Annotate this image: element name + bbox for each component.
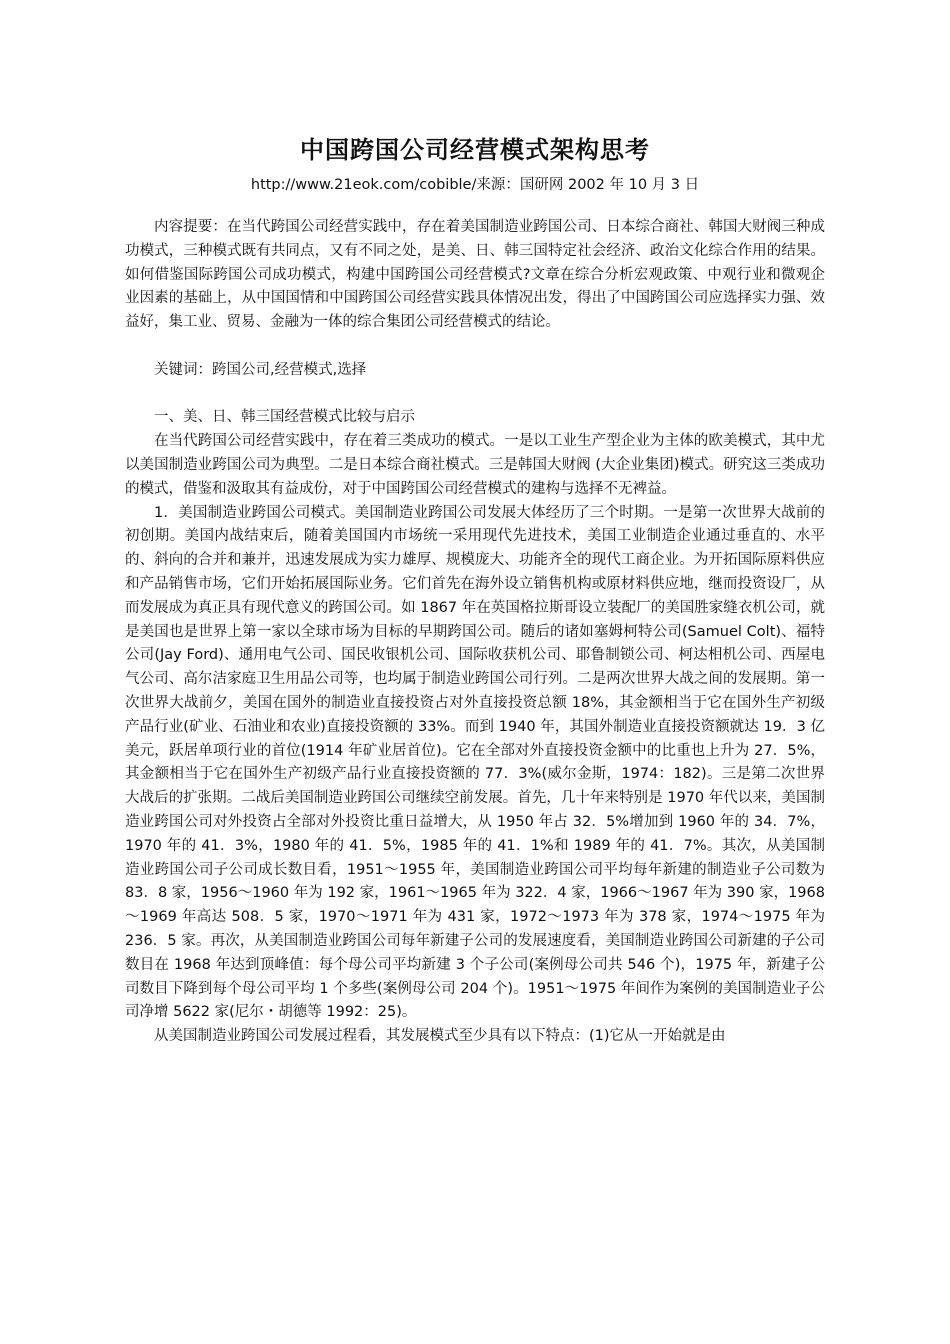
section-heading: 一、美、日、韩三国经营模式比较与启示 [154,409,415,426]
document-title: 中国跨国公司经营模式架构思考 [300,136,650,164]
body-paragraph-1: 在当代跨国公司经营实践中，存在着三类成功的模式。一是以工业生产型企业为主体的欧美模式，其中尤以美国制造业跨国公司为典型。二是日本综合商社模式。三是韩国大财阀 (大企业集团)模式。研究这三类成功的模式，借鉴和汲取其有益成份，对于中国跨国公司经营模式的建构与选择不无裨益。 [125,433,825,497]
body-paragraph-3: 从美国制造业跨国公司发展过程看，其发展模式至少具有以下特点：(1)它从一开始就是由 [154,1028,726,1045]
body-paragraph-2: 1．美国制造业跨国公司模式。美国制造业跨国公司发展大体经历了三个时期。一是第一次世界大战前的初创期。美国内战结束后，随着美国国内市场统一采用现代先进技术，美国工业制造企业通过垂直的、水平的、斜向的合并和兼并，迅速发展成为实力雄厚、规模庞大、功能齐全的现代工商企业。为开拓国际原料供应和产品销售市场，它们开始拓展国际业务。它们首先在海外设立销售机构或原材料供应地，继而投资设厂，从而发展成为真正具有现代意义的跨国公司。如 1867 年在英国格拉斯哥设立装配厂的美国胜家缝衣机公司，就是美国也是世界上第一家以全球市场为目标的早期跨国公司。随后的诸如塞姆柯特公司(Samuel Colt)、福特公司(Jay Ford)、通用电气公司、国民收银机公司、国际收获机公司、耶鲁制锁公司、柯达相机公司、西屋电气公司、高尔洁家庭卫生用品公司等，也均属于制造业跨国公司行列。二是两次世界大战之间的发展期。第一次世界大战前夕，美国在国外的制造业直接投资占对外直接投资总额 18%，其金额相当于它在国外生产初级产品行业(矿业、石油业和农业)直接投资额的 33%。而到 1940 年，其国外制造业直接投资额就达 19．3 亿美元，跃居单项行业的首位(1914 年矿业居首位)。它在全部对外直接投资金额中的比重也上升为 27．5%，其金额相当于它在国外生产初级产品行业直接投资额的 77．3%(威尔金斯，1974：182)。三是第二次世界大战后的扩张期。二战后美国制造业跨国公司继续空前发展。首先，几十年来特别是 1970 年代以来，美国制造业跨国公司对外投资占全部对外投资比重日益增大，从 1950 年占 32．5%增加到 1960 年的 34．7%，1970 年的 41．3%，1980 年的 41．5%，1985 年的 41．1%和 1989 年的 41．7%。其次，从美国制造业跨国公司子公司成长数目看，1951～1955 年，美国制造业跨国公司平均每年新建的制造业子公司数为 83．8 家，1956～1960 年为 192 家，1961～1965 年为 322．4 家，1966～1967 年为 390 家，1968～1969 年高达 508．5 家，1970～1971 年为 431 家，1972～1973 年为 378 家，1974～1975 年为 236．5 家。再次，从美国制造业跨国公司每年新建子公司的发展速度看，美国制造业跨国公司新建的子公司数目在 1968 年达到顶峰值：每个母公司平均新建 3 个子公司(案例母公司共 546 个)，1975 年，新建子公司数目下降到每个母公司平均 1 个多些(案例母公司 204 个)。1951～1975 年间作为案例的美国制造业子公司净增 5622 家(尼尔・胡德等 1992：25)。 [125,504,825,1021]
keywords-line: 关键词：跨国公司,经营模式,选择 [154,361,367,378]
spacer [125,383,825,407]
abstract-paragraph: 内容提要：在当代跨国公司经营实践中，存在着美国制造业跨国公司、日本综合商社、韩国大财阀三种成功模式，三种模式既有共同点，又有不同之处，是美、日、韩三国特定社会经济、政治文化综合作用的结果。如何借鉴国际跨国公司成功模式，构建中国跨国公司经营模式?文章在综合分析宏观政策、中观行业和微观企业因素的基础上，从中国国情和中国跨国公司经营实践具体情况出发，得出了中国跨国公司应选择实力强、效益好，集工业、贸易、金融为一体的综合集团公司经营模式的结论。 [125,219,825,331]
document-page [125,130,825,1049]
spacer [125,335,825,359]
source-line: http://www.21eok.com/cobible/来源：国研网 2002 年 10 月 3 日 [250,177,700,193]
